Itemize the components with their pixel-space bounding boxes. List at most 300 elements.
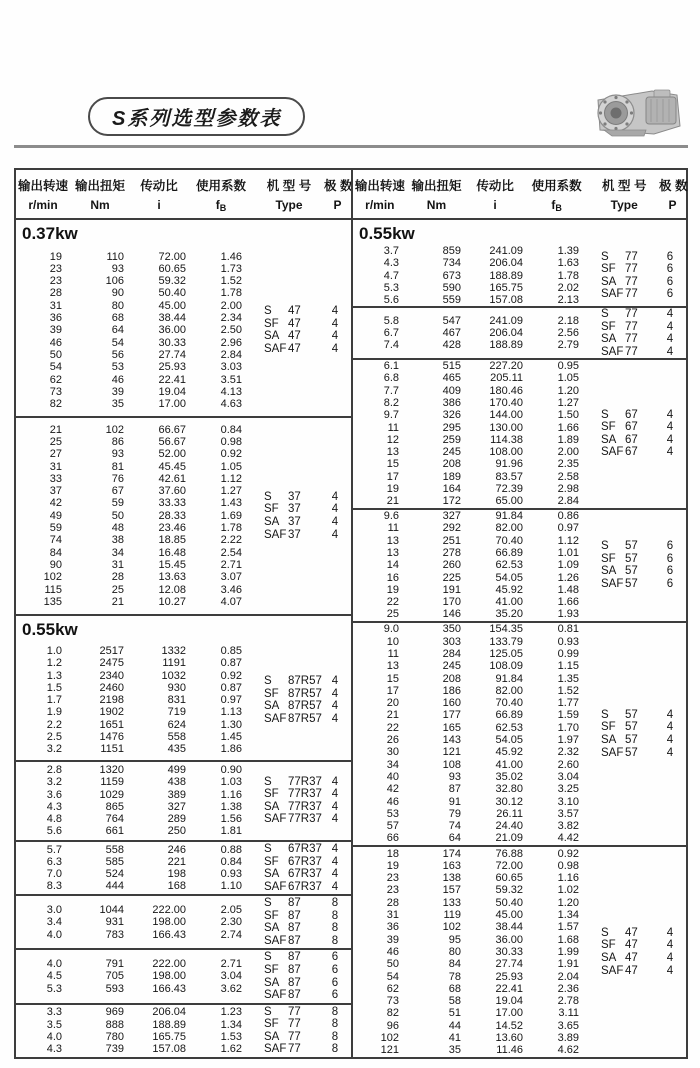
type-prefix: SF bbox=[264, 788, 279, 801]
model-type-row bbox=[601, 709, 680, 722]
torque-value: 67 bbox=[111, 485, 124, 498]
ratio-value: 23.46 bbox=[158, 522, 186, 535]
service-factor-value: 1.27 bbox=[220, 485, 242, 498]
service-factor-value: 0.95 bbox=[557, 360, 579, 373]
poles-value: 4 bbox=[331, 800, 339, 813]
table-row bbox=[353, 257, 591, 269]
rpm-value: 96 bbox=[386, 1019, 399, 1032]
type-prefix: S bbox=[601, 926, 609, 939]
table-row bbox=[353, 1007, 591, 1019]
column-header: 传动比 i bbox=[476, 179, 514, 212]
rpm-value: 11 bbox=[387, 522, 399, 535]
table-row bbox=[353, 697, 591, 709]
type-size: 57 bbox=[625, 721, 638, 734]
ratio-value: 10.27 bbox=[158, 595, 186, 608]
torque-value: 54 bbox=[111, 336, 124, 349]
service-factor-value: 3.25 bbox=[557, 783, 579, 796]
type-size: 77 bbox=[625, 333, 638, 346]
type-prefix: SAF bbox=[601, 288, 624, 301]
model-type-row bbox=[601, 952, 680, 965]
service-factor-value: 0.99 bbox=[557, 648, 579, 660]
type-size: 67R37 bbox=[288, 855, 322, 868]
table-row bbox=[16, 970, 254, 982]
service-factor-value: 3.89 bbox=[557, 1032, 579, 1045]
rpm-value: 25 bbox=[49, 436, 62, 448]
service-factor-value: 1.12 bbox=[220, 472, 242, 485]
type-size: 77 bbox=[625, 275, 638, 288]
service-factor-value: 1.35 bbox=[557, 672, 579, 685]
rpm-value: 4.3 bbox=[383, 257, 399, 270]
rpm-value: 3.5 bbox=[46, 1018, 62, 1031]
torque-value: 515 bbox=[442, 360, 461, 373]
rpm-value: 9.6 bbox=[383, 510, 399, 523]
ratio-value: 27.74 bbox=[495, 958, 523, 971]
torque-value: 35 bbox=[448, 1044, 461, 1057]
torque-value: 51 bbox=[448, 1007, 461, 1020]
service-factor-value: 1.16 bbox=[220, 788, 242, 801]
ratio-value: 35.20 bbox=[495, 608, 523, 621]
service-factor-value: 2.13 bbox=[557, 294, 579, 307]
rpm-value: 82 bbox=[386, 1007, 399, 1020]
parameter-block bbox=[353, 845, 686, 1057]
table-row bbox=[16, 1043, 254, 1055]
ratio-value: 91.96 bbox=[495, 458, 523, 471]
ratio-value: 930 bbox=[167, 681, 186, 694]
type-prefix: S bbox=[264, 305, 272, 318]
model-type-row bbox=[264, 491, 345, 504]
rpm-value: 1.5 bbox=[46, 681, 62, 694]
torque-value: 1651 bbox=[99, 718, 124, 731]
model-type-row bbox=[264, 713, 345, 726]
rpm-value: 3.7 bbox=[383, 244, 399, 257]
table-row bbox=[16, 584, 254, 596]
ratio-value: 108.09 bbox=[489, 660, 523, 673]
poles-value: 4 bbox=[331, 343, 339, 356]
rpm-value: 62 bbox=[49, 373, 62, 386]
torque-value: 559 bbox=[442, 294, 461, 307]
table-row bbox=[353, 510, 591, 522]
torque-value: 780 bbox=[105, 1030, 124, 1043]
rpm-value: 42 bbox=[386, 783, 399, 796]
torque-value: 78 bbox=[448, 970, 461, 983]
poles-value: 4 bbox=[666, 964, 674, 977]
service-factor-value: 1.39 bbox=[557, 244, 579, 257]
parameter-block bbox=[353, 306, 686, 357]
ratio-value: 35.02 bbox=[495, 770, 523, 783]
type-size: 57 bbox=[625, 746, 638, 759]
torque-value: 303 bbox=[442, 635, 461, 648]
poles-value: 4 bbox=[331, 528, 339, 541]
type-prefix: SAF bbox=[601, 964, 624, 977]
poles-value: 4 bbox=[666, 446, 674, 459]
poles-value: 6 bbox=[666, 578, 674, 591]
rpm-value: 4.0 bbox=[46, 928, 62, 941]
torque-value: 558 bbox=[105, 843, 124, 856]
ratio-value: 435 bbox=[167, 743, 186, 756]
type-size: 67 bbox=[625, 408, 638, 421]
rpm-value: 42 bbox=[49, 497, 62, 510]
torque-value: 1476 bbox=[99, 731, 124, 743]
service-factor-value: 3.51 bbox=[220, 373, 242, 386]
table-row bbox=[353, 685, 591, 697]
type-prefix: SA bbox=[601, 734, 617, 747]
column-header: 输出扭矩 Nm bbox=[411, 179, 462, 212]
left-table bbox=[16, 170, 351, 1057]
ratio-value: 12.08 bbox=[158, 583, 186, 596]
type-prefix: S bbox=[601, 408, 609, 421]
type-prefix: SA bbox=[264, 700, 280, 713]
rpm-value: 19 bbox=[386, 859, 399, 872]
table-row bbox=[16, 1019, 254, 1031]
type-prefix: S bbox=[264, 775, 272, 788]
torque-value: 95 bbox=[448, 933, 461, 946]
poles-value: 6 bbox=[666, 565, 674, 578]
parameter-block bbox=[16, 614, 351, 760]
type-size: 87R57 bbox=[288, 687, 322, 700]
ratio-value: 19.04 bbox=[158, 385, 186, 398]
torque-value: 74 bbox=[448, 820, 461, 833]
type-prefix: SA bbox=[264, 330, 280, 343]
model-type-row bbox=[601, 927, 680, 940]
type-size: 47 bbox=[625, 952, 638, 965]
poles-value: 4 bbox=[331, 330, 339, 343]
service-factor-value: 1.27 bbox=[557, 396, 579, 409]
rpm-value: 13 bbox=[386, 660, 399, 673]
model-type-row bbox=[601, 333, 680, 346]
parameter-block bbox=[16, 218, 351, 416]
table-row bbox=[16, 398, 254, 410]
torque-value: 189 bbox=[442, 470, 461, 483]
torque-value: 284 bbox=[442, 648, 461, 660]
rpm-value: 7.0 bbox=[46, 868, 62, 881]
table-row bbox=[353, 884, 591, 896]
ratio-value: 21.09 bbox=[495, 832, 523, 845]
type-size: 77R37 bbox=[288, 813, 322, 826]
type-size: 57 bbox=[625, 565, 638, 578]
ratio-value: 36.00 bbox=[158, 324, 186, 337]
poles-value: 8 bbox=[331, 897, 339, 910]
type-prefix: SA bbox=[601, 433, 617, 446]
ratio-value: 45.00 bbox=[495, 909, 523, 922]
ratio-value: 76.88 bbox=[495, 847, 523, 860]
ratio-value: 125.05 bbox=[489, 648, 523, 660]
ratio-value: 154.35 bbox=[489, 623, 523, 636]
type-prefix: SA bbox=[601, 565, 617, 578]
service-factor-value: 2.22 bbox=[220, 534, 242, 547]
rpm-value: 54 bbox=[386, 970, 399, 983]
table-row bbox=[353, 946, 591, 958]
ratio-value: 25.93 bbox=[495, 970, 523, 983]
table-row bbox=[16, 275, 254, 287]
model-type-row bbox=[264, 868, 345, 881]
service-factor-value: 1.09 bbox=[557, 559, 579, 572]
model-type-row bbox=[264, 977, 345, 990]
service-factor-value: 3.57 bbox=[557, 807, 579, 820]
type-prefix: S bbox=[601, 307, 609, 320]
table-row bbox=[353, 722, 591, 734]
service-factor-value: 2.71 bbox=[220, 958, 242, 971]
rpm-value: 13 bbox=[386, 446, 399, 459]
rpm-value: 46 bbox=[49, 336, 62, 349]
poles-value: 4 bbox=[666, 345, 674, 358]
service-factor-value: 2.35 bbox=[557, 458, 579, 471]
model-type-row bbox=[264, 843, 345, 856]
type-prefix: SAF bbox=[601, 446, 624, 459]
torque-value: 39 bbox=[111, 385, 124, 398]
ratio-value: 26.11 bbox=[496, 807, 523, 820]
torque-value: 86 bbox=[111, 436, 124, 448]
service-factor-value: 2.98 bbox=[557, 483, 579, 496]
torque-value: 865 bbox=[105, 800, 124, 813]
type-size: 77 bbox=[625, 345, 638, 358]
ratio-value: 165.75 bbox=[489, 281, 523, 294]
rpm-value: 7.4 bbox=[383, 339, 399, 352]
ratio-value: 66.67 bbox=[158, 423, 186, 436]
torque-value: 138 bbox=[442, 872, 461, 885]
service-factor-value: 1.20 bbox=[557, 896, 579, 909]
type-size: 87 bbox=[288, 909, 301, 922]
service-factor-value: 0.93 bbox=[220, 868, 242, 881]
table-row bbox=[16, 856, 254, 868]
model-type-row bbox=[264, 813, 345, 826]
table-row bbox=[353, 596, 591, 608]
rpm-value: 4.0 bbox=[46, 1030, 62, 1043]
type-size: 87 bbox=[288, 976, 301, 989]
ratio-value: 60.65 bbox=[158, 262, 186, 275]
model-type-row bbox=[601, 553, 680, 566]
table-row bbox=[16, 916, 254, 928]
rpm-value: 25 bbox=[386, 608, 399, 621]
type-prefix: SA bbox=[264, 922, 280, 935]
table-row bbox=[353, 339, 591, 351]
poles-value: 6 bbox=[666, 288, 674, 301]
table-row bbox=[353, 971, 591, 983]
service-factor-value: 1.78 bbox=[220, 287, 242, 300]
table-row bbox=[353, 709, 591, 721]
torque-value: 28 bbox=[111, 571, 124, 584]
torque-value: 34 bbox=[111, 546, 124, 559]
ratio-value: 32.80 bbox=[495, 783, 523, 796]
service-factor-value: 2.71 bbox=[220, 558, 242, 571]
rpm-value: 6.3 bbox=[46, 855, 62, 868]
torque-value: 41 bbox=[448, 1032, 461, 1045]
service-factor-value: 1.10 bbox=[220, 880, 242, 893]
torque-value: 585 bbox=[105, 855, 124, 868]
service-factor-value: 2.32 bbox=[557, 746, 579, 759]
poles-value: 6 bbox=[331, 951, 339, 964]
type-prefix: S bbox=[601, 708, 609, 721]
type-prefix: SA bbox=[264, 868, 280, 881]
poles-value: 4 bbox=[331, 712, 339, 725]
table-row bbox=[353, 820, 591, 832]
table-row bbox=[353, 759, 591, 771]
column-header: 输出扭矩 Nm bbox=[74, 179, 125, 212]
service-factor-value: 2.00 bbox=[220, 299, 242, 312]
type-prefix: SAF bbox=[601, 345, 624, 358]
service-factor-value: 4.62 bbox=[557, 1044, 579, 1057]
torque-value: 1044 bbox=[99, 903, 124, 916]
ratio-value: 227.20 bbox=[489, 360, 523, 373]
poles-value: 4 bbox=[331, 305, 339, 318]
table-row bbox=[353, 808, 591, 820]
table-row bbox=[353, 385, 591, 397]
torque-value: 44 bbox=[448, 1019, 461, 1032]
ratio-value: 59.32 bbox=[495, 884, 523, 897]
rpm-value: 16 bbox=[386, 571, 399, 584]
table-row bbox=[16, 825, 254, 837]
service-factor-value: 2.18 bbox=[557, 314, 579, 327]
poles-value: 8 bbox=[331, 1043, 339, 1056]
ratio-value: 198 bbox=[167, 868, 186, 881]
type-size: 67 bbox=[625, 421, 638, 434]
table-row bbox=[353, 409, 591, 421]
type-size: 47 bbox=[288, 317, 301, 330]
table-row bbox=[16, 361, 254, 373]
model-type-row bbox=[264, 776, 345, 789]
type-prefix: SA bbox=[601, 275, 617, 288]
table-row bbox=[16, 670, 254, 682]
table-row bbox=[353, 660, 591, 672]
service-factor-value: 1.63 bbox=[557, 257, 579, 270]
model-type-row bbox=[601, 446, 680, 459]
type-size: 77 bbox=[625, 263, 638, 276]
poles-value: 4 bbox=[331, 503, 339, 516]
rpm-value: 9.7 bbox=[383, 409, 399, 422]
type-prefix: SAF bbox=[264, 1043, 287, 1056]
rpm-value: 28 bbox=[49, 287, 62, 300]
torque-value: 90 bbox=[111, 287, 124, 300]
torque-value: 157 bbox=[442, 884, 461, 897]
service-factor-value: 0.92 bbox=[220, 669, 242, 682]
gear-reducer-photo bbox=[582, 84, 690, 144]
service-factor-value: 0.84 bbox=[220, 423, 242, 436]
type-prefix: S bbox=[264, 490, 272, 503]
parameter-block bbox=[16, 1003, 351, 1057]
rpm-value: 3.4 bbox=[46, 916, 62, 929]
torque-value: 783 bbox=[105, 928, 124, 941]
service-factor-value: 3.46 bbox=[220, 583, 242, 596]
ratio-value: 28.33 bbox=[158, 509, 186, 522]
table-row bbox=[353, 897, 591, 909]
ratio-value: 188.89 bbox=[489, 269, 523, 282]
column-header: 使用系数 fB bbox=[531, 179, 582, 213]
service-factor-value: 0.87 bbox=[220, 657, 242, 670]
torque-value: 50 bbox=[111, 509, 124, 522]
ratio-value: 108.00 bbox=[489, 446, 523, 459]
model-type-row bbox=[601, 565, 680, 578]
type-prefix: S bbox=[264, 842, 272, 855]
ratio-value: 15.45 bbox=[158, 558, 186, 571]
torque-value: 859 bbox=[442, 244, 461, 257]
model-type-row bbox=[264, 989, 345, 1002]
type-size: 77 bbox=[625, 288, 638, 301]
type-size: 77 bbox=[288, 1043, 301, 1056]
table-row bbox=[16, 813, 254, 825]
rpm-value: 15 bbox=[386, 458, 399, 471]
table-row bbox=[353, 535, 591, 547]
torque-value: 46 bbox=[111, 373, 124, 386]
type-size: 77 bbox=[288, 1018, 301, 1031]
type-prefix: SAF bbox=[601, 578, 624, 591]
torque-value: 467 bbox=[442, 326, 461, 339]
service-factor-value: 1.78 bbox=[557, 269, 579, 282]
service-factor-value: 3.62 bbox=[220, 982, 242, 995]
service-factor-value: 1.68 bbox=[557, 933, 579, 946]
rpm-value: 5.3 bbox=[46, 982, 62, 995]
parameter-block bbox=[16, 416, 351, 614]
rpm-value: 3.2 bbox=[46, 776, 62, 789]
column-header: 传动比 i bbox=[140, 179, 178, 212]
rpm-value: 135 bbox=[43, 595, 62, 608]
table-row bbox=[353, 746, 591, 758]
type-prefix: SAF bbox=[264, 528, 287, 541]
table-row bbox=[16, 448, 254, 460]
rpm-value: 39 bbox=[386, 933, 399, 946]
rpm-value: 11 bbox=[387, 648, 399, 660]
rpm-value: 31 bbox=[49, 299, 62, 312]
service-factor-value: 4.42 bbox=[557, 832, 579, 845]
table-row bbox=[16, 485, 254, 497]
torque-value: 177 bbox=[442, 709, 461, 722]
type-prefix: SF bbox=[264, 964, 279, 977]
model-type-row bbox=[264, 856, 345, 869]
model-type-row bbox=[264, 1006, 345, 1019]
model-type-row bbox=[264, 516, 345, 529]
type-prefix: S bbox=[264, 951, 272, 964]
table-row bbox=[353, 995, 591, 1007]
poles-value: 6 bbox=[666, 275, 674, 288]
torque-value: 593 bbox=[105, 982, 124, 995]
ratio-value: 62.53 bbox=[495, 559, 523, 572]
service-factor-value: 3.11 bbox=[558, 1007, 579, 1020]
rpm-value: 53 bbox=[386, 807, 399, 820]
ratio-value: 65.00 bbox=[495, 495, 523, 508]
rpm-value: 59 bbox=[49, 522, 62, 535]
ratio-value: 62.53 bbox=[495, 721, 523, 734]
service-factor-value: 2.02 bbox=[557, 281, 579, 294]
poles-value: 4 bbox=[666, 408, 674, 421]
service-factor-value: 4.07 bbox=[220, 595, 242, 608]
torque-value: 590 bbox=[442, 281, 461, 294]
ratio-value: 22.41 bbox=[495, 982, 523, 995]
poles-value: 8 bbox=[331, 1005, 339, 1018]
ratio-value: 198.00 bbox=[152, 916, 186, 929]
service-factor-value: 1.93 bbox=[557, 608, 579, 621]
type-prefix: SF bbox=[264, 503, 279, 516]
torque-value: 108 bbox=[442, 758, 461, 771]
ratio-value: 389 bbox=[167, 788, 186, 801]
service-factor-value: 1.91 bbox=[557, 958, 579, 971]
service-factor-value: 2.78 bbox=[557, 995, 579, 1008]
rpm-value: 54 bbox=[49, 361, 62, 374]
rpm-value: 2.8 bbox=[46, 763, 62, 776]
type-size: 77 bbox=[288, 1005, 301, 1018]
ratio-value: 289 bbox=[167, 813, 186, 826]
service-factor-value: 1.73 bbox=[220, 262, 242, 275]
poles-value: 4 bbox=[331, 788, 339, 801]
service-factor-value: 2.04 bbox=[557, 970, 579, 983]
model-type-row bbox=[601, 409, 680, 422]
type-size: 37 bbox=[288, 515, 301, 528]
type-prefix: SA bbox=[264, 515, 280, 528]
ratio-value: 19.04 bbox=[495, 995, 523, 1008]
ratio-value: 38.44 bbox=[158, 312, 186, 325]
service-factor-value: 0.98 bbox=[557, 859, 579, 872]
rpm-value: 3.6 bbox=[46, 788, 62, 801]
power-section-label: 0.55kw bbox=[22, 619, 78, 639]
table-row bbox=[353, 360, 591, 372]
rpm-value: 3.0 bbox=[46, 903, 62, 916]
